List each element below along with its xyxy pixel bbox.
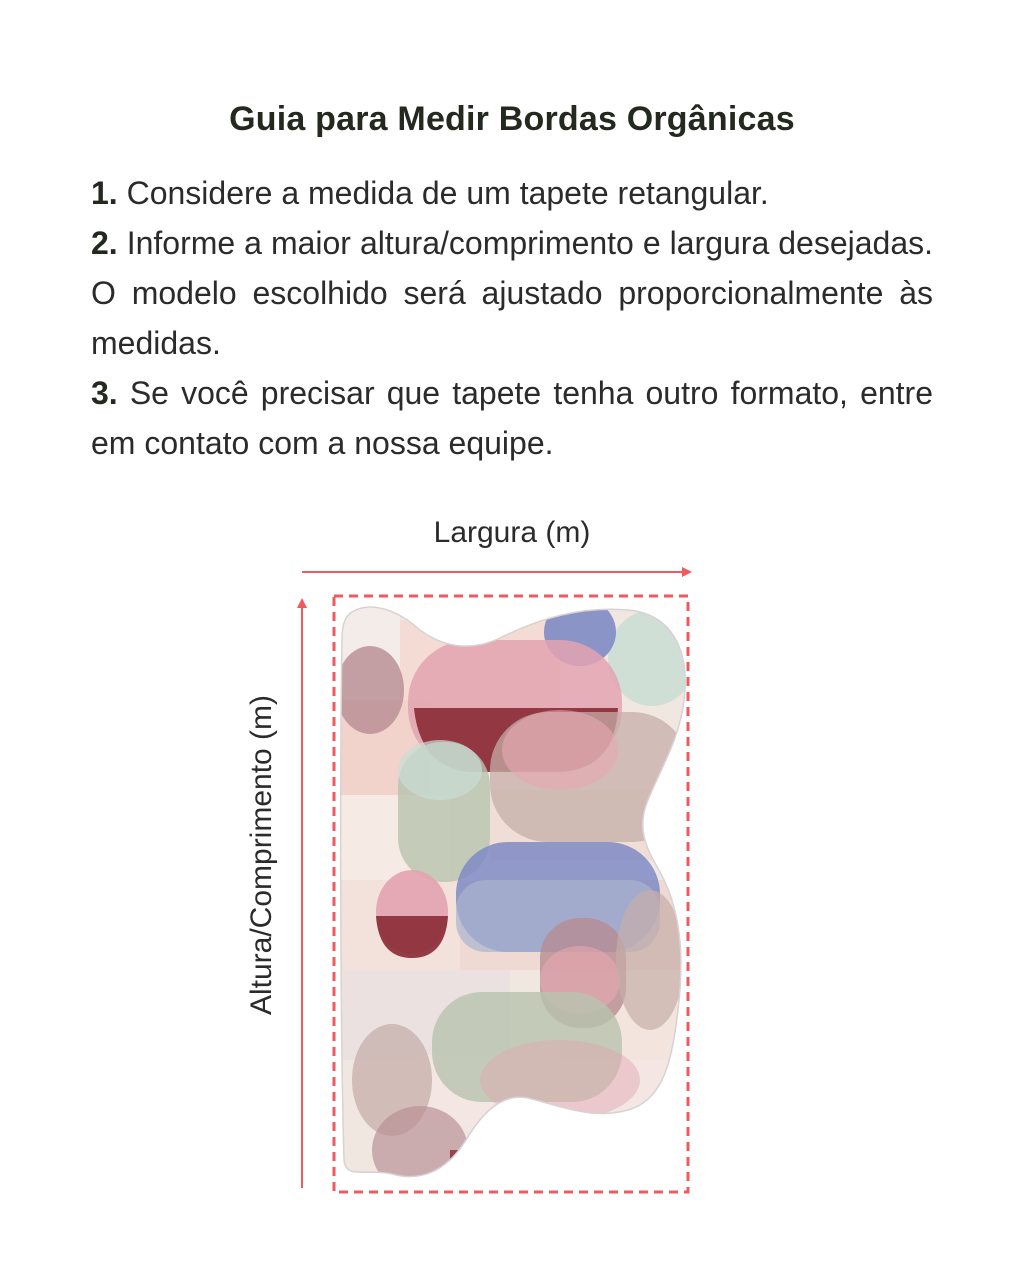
rug-image <box>330 590 700 1200</box>
height-arrow <box>297 598 307 1188</box>
step-number: 1. <box>91 175 118 211</box>
step-number: 2. <box>91 225 118 261</box>
step-text: Se você precisar que tapete tenha outro formato, entre em contato com a nossa equipe. <box>91 375 934 461</box>
height-label: Altura/Comprimento (m) <box>245 694 278 1016</box>
width-label: Largura (m) <box>433 516 591 549</box>
step-text: Informe a maior altura/comprimento e largura desejadas. O modelo escolhido será ajustado proporcionalmente às medidas. <box>91 225 934 361</box>
width-arrow <box>302 567 692 577</box>
page-title: Guia para Medir Bordas Orgânicas <box>229 100 795 138</box>
step-text: Considere a medida de um tapete retangular. <box>126 175 769 211</box>
step-number: 3. <box>91 375 118 411</box>
